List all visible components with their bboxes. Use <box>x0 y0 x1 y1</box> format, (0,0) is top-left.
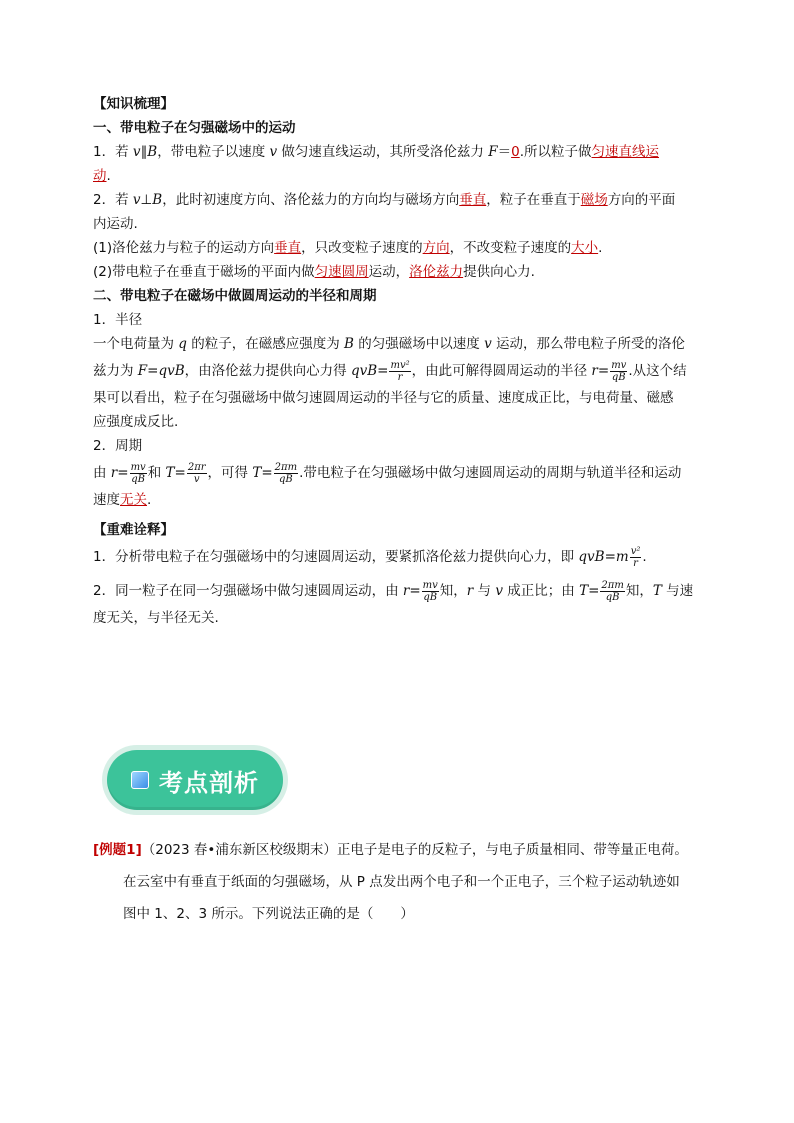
numerator: mv <box>611 359 627 371</box>
answer-uniform-linear: 匀速直线运 <box>591 144 659 160</box>
var-r: r <box>466 583 474 599</box>
paragraph-1-4 <box>93 260 703 284</box>
example-line-1 <box>93 834 703 866</box>
text: 与 <box>473 583 496 599</box>
paragraph-2-1 <box>93 332 703 356</box>
perpendicular-symbol: ⊥ <box>140 192 153 208</box>
paragraph-2-2 <box>93 356 703 386</box>
var-v: v <box>132 144 141 160</box>
numerator: v² <box>630 545 641 557</box>
denominator: r <box>633 557 638 569</box>
denominator: qB <box>605 591 620 603</box>
numerator: mv <box>422 579 438 591</box>
text: 速度 <box>93 492 120 508</box>
text: 运动， <box>368 264 410 280</box>
text: 兹力为 <box>93 363 138 379</box>
text: 一个电荷量为 <box>93 336 179 352</box>
numerator: mv² <box>390 359 410 371</box>
denominator: qB <box>279 473 293 485</box>
numerator: 2πm <box>601 579 624 591</box>
text: ，带电粒子以速度 <box>157 144 270 160</box>
square-icon <box>131 771 149 789</box>
formula-lorentz: F=qvB <box>137 363 185 379</box>
formula-lhs: T= <box>252 465 273 481</box>
paragraph-1-2-cont: 内运动. <box>93 216 138 232</box>
paragraph-1-1-cont <box>93 164 703 188</box>
section-key-title: 【重难诠释】 <box>93 522 174 538</box>
example-tag: [例题1] <box>93 842 142 858</box>
paragraph-1-3 <box>93 236 703 260</box>
text: 运动，那么带电粒子所受的洛伦 <box>491 336 685 352</box>
text: .从这个结 <box>628 363 687 379</box>
denominator: qB <box>611 371 626 383</box>
key-paragraph-3: 度无关，与半径无关. <box>93 610 219 626</box>
text: 和 <box>147 465 166 481</box>
exam-point-badge <box>102 745 288 815</box>
answer-uniform-linear-cont: 动 <box>93 168 107 184</box>
fraction-2pim-over-qB <box>274 462 298 485</box>
subsection-radius: 1．半径 <box>93 312 143 328</box>
var-B: B <box>147 144 158 160</box>
answer-direction: 方向 <box>422 240 450 256</box>
text: . <box>642 549 647 565</box>
formula-lhs: T= <box>579 583 600 599</box>
knowledge-content <box>93 92 703 630</box>
var-T: T <box>652 583 662 599</box>
answer-perpendicular: 垂直 <box>459 192 487 208</box>
text: 做匀速直线运动，其所受洛伦兹力 <box>277 144 489 160</box>
fraction-mv-over-qB <box>610 360 627 383</box>
paragraph-2-5 <box>93 458 703 488</box>
numerator: mv <box>130 461 146 473</box>
text: 由 <box>93 465 111 481</box>
answer-magnitude: 大小 <box>571 240 599 256</box>
var-F: F <box>488 144 498 160</box>
fraction-2pim-over-qB <box>600 580 624 603</box>
example-line-3: 图中 1、2、3 所示。下列说法正确的是（ ） <box>123 906 414 922</box>
key-paragraph-2 <box>93 576 703 606</box>
exam-point-badge-inner <box>107 750 283 810</box>
text: 提供向心力. <box>463 264 535 280</box>
parallel-symbol: ∥ <box>140 144 148 160</box>
answer-field: 磁场 <box>580 192 608 208</box>
paragraph-1-1 <box>93 140 703 164</box>
var-q: q <box>178 336 187 352</box>
text: ，由此可解得圆周运动的半径 <box>411 363 592 379</box>
text: .带电粒子在匀强磁场中做匀速圆周运动的周期与轨道半径和运动 <box>299 465 682 481</box>
text: ，只改变粒子速度的 <box>301 240 423 256</box>
answer-perpendicular: 垂直 <box>274 240 302 256</box>
text: 的粒子，在磁感应强度为 <box>186 336 345 352</box>
denominator: r <box>397 371 403 383</box>
answer-zero: 0 <box>511 144 520 160</box>
text: ，由洛伦兹力提供向心力得 <box>184 363 351 379</box>
text: ，不改变粒子速度的 <box>449 240 572 256</box>
text: ，此时初速度方向、洛伦兹力的方向均与磁场方向 <box>162 192 460 208</box>
paragraph-1-2 <box>93 188 703 212</box>
denominator: qB <box>131 473 145 485</box>
paragraph-2-6 <box>93 488 703 512</box>
text: . <box>147 492 152 508</box>
var-v: v <box>132 192 141 208</box>
text: (2)带电粒子在垂直于磁场的平面内做 <box>93 264 315 280</box>
text: 的匀强磁场中以速度 <box>353 336 485 352</box>
text: 方向的平面 <box>607 192 676 208</box>
text: 与速 <box>661 583 694 599</box>
formula-lhs: r= <box>402 583 421 599</box>
key-paragraph-1 <box>93 542 703 572</box>
text: 2．若 <box>93 192 133 208</box>
text: 成正比；由 <box>503 583 580 599</box>
example-1 <box>93 834 703 930</box>
section-1-title: 一、带电粒子在匀强磁场中的运动 <box>93 120 296 136</box>
fraction-mv2-over-r <box>389 360 410 383</box>
numerator: 2πr <box>187 461 206 473</box>
numerator: 2πm <box>274 461 298 473</box>
fraction-mv-over-qB <box>130 462 147 485</box>
formula-lhs: T= <box>165 465 186 481</box>
section-2-title: 二、带电粒子在磁场中做圆周运动的半径和周期 <box>93 288 377 304</box>
text: 2．同一粒子在同一匀强磁场中做匀速圆周运动，由 <box>93 583 403 599</box>
text: . <box>598 240 603 256</box>
section-knowledge-title: 【知识梳理】 <box>93 96 174 112</box>
badge-label: 考点剖析 <box>159 768 259 797</box>
formula-lhs: qvB= <box>350 363 389 379</box>
subsection-period: 2．周期 <box>93 438 143 454</box>
var-B: B <box>344 336 354 352</box>
var-B: B <box>152 192 163 208</box>
example-text: （2023 春•浦东新区校级期末）正电子是电子的反粒子，与电子质量相同、带等量正电荷。 <box>141 842 688 858</box>
text: ＝ <box>497 144 512 160</box>
text: 知， <box>625 583 653 599</box>
paragraph-2-4: 应强度成反比. <box>93 414 179 430</box>
denominator: v <box>193 473 200 485</box>
text: 1．若 <box>93 144 133 160</box>
text: 知， <box>439 583 467 599</box>
answer-uniform-circular: 匀速圆周 <box>314 264 369 280</box>
example-line-2: 在云室中有垂直于纸面的匀强磁场，从 P 点发出两个电子和一个正电子，三个粒子运动轨迹如 <box>123 874 680 890</box>
text: .所以粒子做 <box>519 144 592 160</box>
formula-lhs: r= <box>591 363 610 379</box>
var-v: v <box>484 336 492 352</box>
formula-lhs: r= <box>110 465 129 481</box>
fraction-2pir-over-v <box>187 462 207 485</box>
var-v: v <box>269 144 278 160</box>
text: ，粒子在垂直于 <box>486 192 581 208</box>
text: ，可得 <box>207 465 253 481</box>
paragraph-2-3: 果可以看出，粒子在匀强磁场中做匀速圆周运动的半径与它的质量、速度成正比，与电荷量、磁感 <box>93 390 674 406</box>
answer-lorentz-force: 洛伦兹力 <box>409 264 464 280</box>
text: 1．分析带电粒子在匀强磁场中的匀速圆周运动，要紧抓洛伦兹力提供向心力，即 <box>93 549 579 565</box>
fraction-mv-over-qB <box>422 580 439 603</box>
denominator: qB <box>423 591 438 603</box>
answer-independent: 无关 <box>120 492 147 508</box>
text: . <box>106 168 111 184</box>
fraction-v2-over-r <box>630 546 642 569</box>
formula-lhs: qvB=m <box>578 549 629 565</box>
text: (1)洛伦兹力与粒子的运动方向 <box>93 240 275 256</box>
var-v: v <box>495 583 503 599</box>
